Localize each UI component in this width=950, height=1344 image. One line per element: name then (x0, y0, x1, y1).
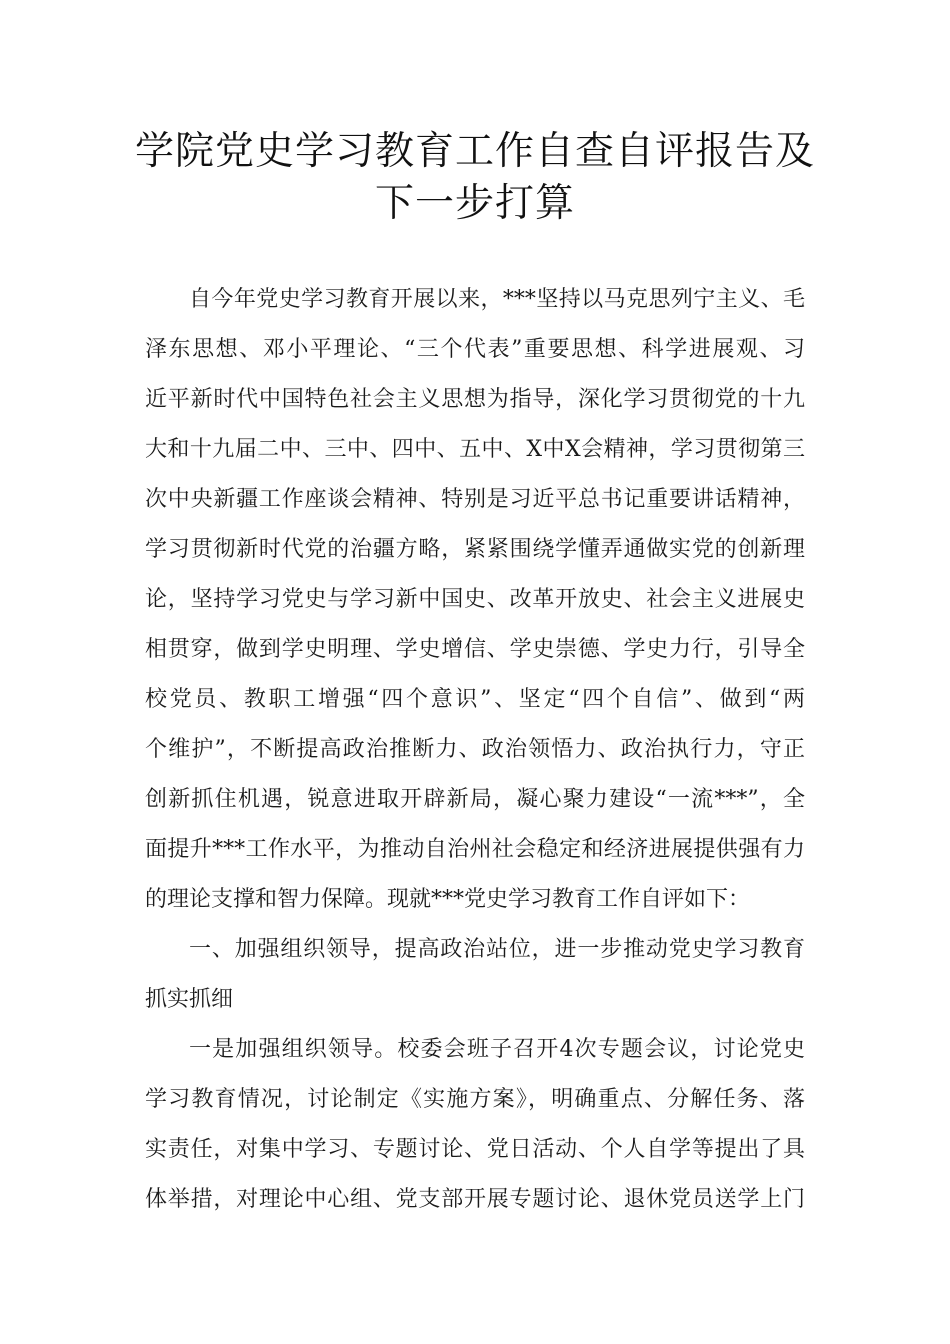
paragraph-line: 泽东思想、邓小平理论、“三个代表”重要思想、科学进展观、习 (145, 337, 805, 362)
title-line-1: 学院党史学习教育工作自查自评报告及 (134, 129, 815, 174)
paragraph-line: 自今年党史学习教育开展以来，***坚持以马克思列宁主义、毛 (189, 287, 805, 312)
paragraph-line: 的理论支撑和智力保障。现就***党史学习教育工作自评如下： (145, 887, 751, 912)
document-title (100, 126, 850, 230)
paragraph-line: 学习教育情况，讨论制定《实施方案》，明确重点、分解任务、落 (145, 1087, 805, 1112)
paragraph-line: 一是加强组织领导。校委会班子召开4次专题会议，讨论党史 (189, 1037, 805, 1062)
title-line-2: 下一步打算 (374, 181, 575, 226)
paragraph-line: 相贯穿，做到学史明理、学史增信、学史崇德、学史力行，引导全 (145, 637, 805, 662)
section-heading-line: 一、加强组织领导，提高政治站位，进一步推动党史学习教育 (189, 937, 805, 962)
paragraph-line: 面提升***工作水平，为推动自治州社会稳定和经济进展提供强有力 (145, 837, 805, 862)
paragraph-line: 近平新时代中国特色社会主义思想为指导，深化学习贯彻党的十九 (145, 387, 805, 412)
paragraph-line: 创新抓住机遇，锐意进取开辟新局，凝心聚力建设“一流***”，全 (145, 787, 805, 812)
paragraph-line: 校党员、教职工增强“四个意识”、坚定“四个自信”、做到“两 (145, 687, 805, 712)
paragraph-line: 次中央新疆工作座谈会精神、特别是习近平总书记重要讲话精神， (145, 487, 805, 512)
paragraph-line: 实责任，对集中学习、专题讨论、党日活动、个人自学等提出了具 (145, 1137, 805, 1162)
paragraph-line: 学习贯彻新时代党的治疆方略，紧紧围绕学懂弄通做实党的创新理 (145, 537, 805, 562)
paragraph-line: 论，坚持学习党史与学习新中国史、改革开放史、社会主义进展史 (145, 587, 805, 612)
paragraph-line: 体举措，对理论中心组、党支部开展专题讨论、退休党员送学上门 (145, 1187, 805, 1212)
paragraph-line: 个维护”，不断提高政治推断力、政治领悟力、政治执行力，守正 (145, 737, 805, 762)
section-heading-line: 抓实抓细 (145, 987, 234, 1012)
paragraph-line: 大和十九届二中、三中、四中、五中、X中X会精神，学习贯彻第三 (145, 437, 805, 462)
